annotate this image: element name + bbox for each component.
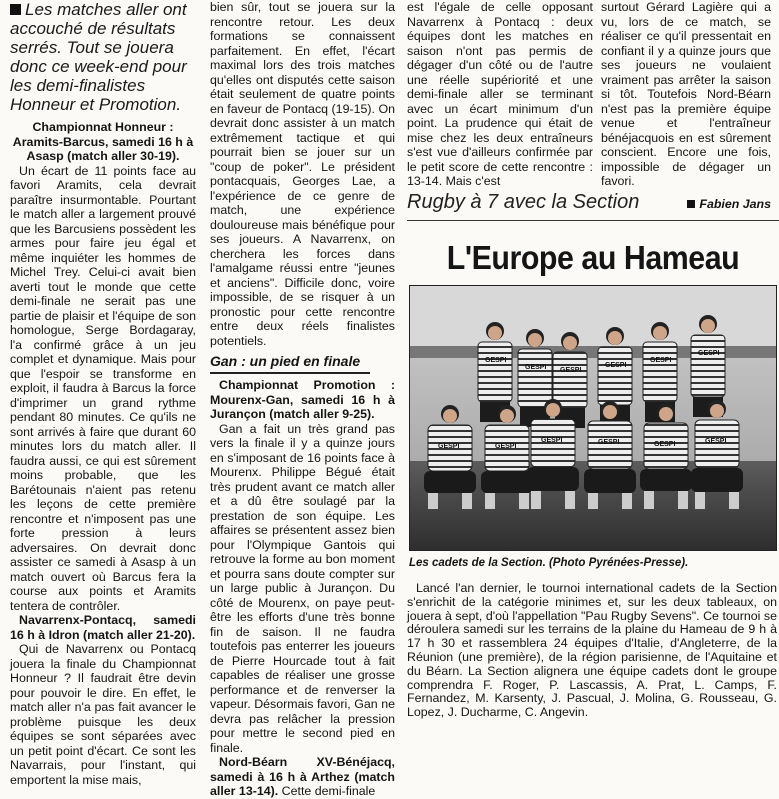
jersey-label: GESPI — [598, 439, 620, 446]
rugby-article-body — [407, 582, 777, 720]
jersey-label: GESPI — [560, 367, 582, 374]
match-heading-honneur: Championnat Honneur : Aramits-Barcus, samedi 16 h à Asasp (match aller 30-19). — [12, 120, 194, 163]
article-paragraph: surtout Gérard Lagière qui a vu, lors de ce match, se réaliser ce qu'il pressentait en confiant il y a quinze jours que ses joueurs ne voulaient vraiment pas arrêter la saison si tôt. Toutefois Nord-Béarn n'est pas la première équipe venue et l'entraîneur bénéjacquois en est sûrement conscient. Encore une fois, impossible de dégager un favori. — [601, 0, 771, 188]
photo-caption: Les cadets de la Section. (Photo Pyrénées-Presse). — [409, 557, 689, 569]
intro-block — [10, 0, 196, 114]
jersey-label: GESPI — [541, 437, 563, 444]
article-paragraph: est l'égale de celle opposant Navarrenx à Pontacq : deux équipes dont les matches en saison n'ont pas permis de dégager d'un côté ou de l'autre une réelle supériorité et une demi-finale aller se terminant avec un écart minimum d'un point. La prudence qui était de mise chez les deux entraîneurs s'est vue d'ailleurs confirmée par le petit score de cette rencontre : 13-14. Mais c'est — [407, 0, 593, 188]
jersey-label: GESPI — [654, 441, 676, 448]
jersey-label: GESPI — [495, 443, 517, 450]
column-3 — [407, 0, 593, 188]
bullet-square-icon — [10, 4, 21, 15]
jersey-label: GESPI — [485, 357, 507, 364]
article-paragraph: Lancé l'an dernier, le tournoi international cadets de la Section s'enrichit de la catégorie minimes et, sur les deux tableaux, on jouera à sept, d'où l'appellation "Pau Rugby Sevens". Ce tournoi se déroulera samedi sur les terrains de la plaine du Hameau de 9 h à 17 h 30 et rassemblera 24 équipes d'Italie, d'Angleterre, de la Réunion (une première), de la région parisienne, de l'Aquitaine et du Béarn. La Section alignera une équipe cadets dont le groupe comprendra F. Roger, P. Lascassis, A. Prat, L. Camps, F. Fernandez, M. Karsenty, J. Pascual, J. Molina, G. Rousseau, G. Lopez, J. Ducharme, C. Angevin. — [407, 581, 777, 720]
intro-text: Les matches aller ont accouché de résultats serrés. Tout se jouera donc ce week-end pour les demi-finalistes Honneur et Promotion. — [10, 0, 187, 114]
column-1 — [10, 0, 196, 787]
match-heading-navarrenx: Navarrenx-Pontacq, samedi 16 h à Idron (match aller 21-20). — [10, 613, 196, 642]
jersey-label: GESPI — [698, 350, 720, 357]
author-signature: Fabien Jans — [601, 197, 771, 212]
jersey-label: GESPI — [605, 362, 627, 369]
jersey-label: GESPI — [438, 443, 460, 450]
match-heading-promotion: Championnat Promotion : Mourenx-Gan, samedi 16 h à Jurançon (match aller 9-25). — [210, 378, 395, 421]
article-paragraph: bien sûr, tout se jouera sur la rencontre retour. Les deux formations se connaissent parfaitement. En effet, l'écart maximal lors des trois matches qu'elles ont disputés cette saison était seulement de quatre points en faveur de Pontacq (19-15). On devrait donc assister à un match extrêmement tactique et qui pourrait bien se jouer sur un "coup de poker". Le président pontacquais, Georges Lae, a l'expérience de ce genre de match, une expérience douloureuse mais bénéfique pour ses joueurs. A Navarrenx, on cherchera les forces dans l'amalgame réussi entre "jeunes et anciens". Difficile donc, voire impossible, de se risquer à un pronostic pour cette rencontre entre deux réels finalistes potentiels. — [210, 0, 395, 348]
article-headline: L'Europe au Hameau — [446, 239, 740, 276]
article-paragraph: Gan a fait un très grand pas vers la finale il y a quinze jours en s'imposant de 16 points face à Mourenx. Philippe Bégué était très prudent avant ce match aller et a dû être soulagé par la prestation de son équipe. Les affaires se présentent assez bien pour l'Olympique Gantois qui retrouve la forme au bon moment et pourra sans doute compter sur un large public à Jurançon. Du côté de Mourenx, on paye peut-être les efforts d'une très bonne fin de saison. Il ne faudra toutefois pas enterrer les joueurs de Pierre Hourcade tout à fait capables de réaliser une grosse performance et de renverser la vapeur. Désormais favori, Gan ne devra pas relâcher la pression pour mettre le second pied en finale. — [210, 421, 395, 755]
jersey-label: GESPI — [650, 357, 672, 364]
section-subhead: Gan : un pied en finale — [210, 353, 370, 374]
column-2 — [210, 0, 395, 798]
jersey-label: GESPI — [705, 438, 727, 445]
team-photo-illustration — [410, 286, 776, 550]
team-photo — [409, 285, 777, 551]
jersey-label: GESPI — [525, 364, 547, 371]
article-paragraph: Un écart de 11 points face au favori Aramits, cela devrait paraître insurmontable. Pourtant le match aller a largement prouvé que les Barcusiens possèdent les armes pour faire jeu égal et même inquiéter les hommes de Michel Trey. Celui-ci avait bien averti tout le monde que cette demi-finale ne serait pas une partie de plaisir et l'équipe de son homologue, Serge Bordagaray, l'a confirmé grâce à un jeu complet et dynamique. Mais pour que l'espoir se transforme en exploit, il faudra à Barcus la force d'imprimer un grand rythme pendant 80 minutes. Ce qu'ils ne sont arrivés à faire que durant 60 minutes lors du match aller. Il faudra aussi, ce qui est sûrement moins probable, que les Barétounais n'aient pas retenu les leçons de cette première rencontre et n'imposent pas une forte pression à leurs adversaires. On devrait donc assister ce samedi à Asasp à un match ouvert où Barcus fera la course aux points et Aramits tentera de contrôler. — [10, 163, 196, 613]
article-kicker: Rugby à 7 avec la Section — [407, 190, 779, 221]
column-4 — [601, 0, 771, 211]
article-paragraph: Qui de Navarrenx ou Pontacq jouera la finale du Championnat Honneur ? Il faudrait être devin pour pouvoir le dire. En effet, le match aller n'a pas fait avancer le problème puisque les deux équipes se sont séparées avec un petit point d'écart. Ce sont les Navarrais, pour l'instant, qui emportent la mise mais, — [10, 642, 196, 787]
match-heading-nord-bearn: Nord-Béarn XV-Bénéjacq, samedi à 16 h à Arthez (match aller 13-14). Cette demi-finale — [210, 755, 395, 798]
